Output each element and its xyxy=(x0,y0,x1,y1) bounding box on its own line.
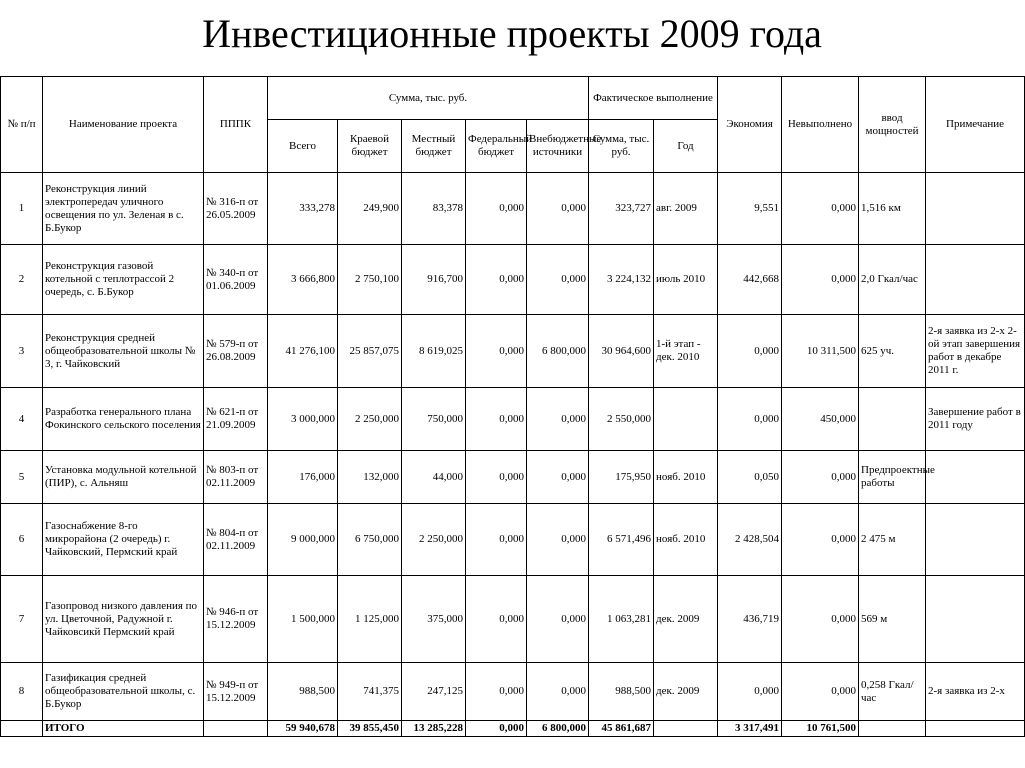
totals-label: ИТОГО xyxy=(43,721,204,737)
cell-total: 41 276,100 xyxy=(268,315,338,388)
cell-unfulfilled: 0,000 xyxy=(782,173,859,245)
cell-note xyxy=(926,576,1025,663)
cell-name: Разработка генерального плана Фокинского сельского поселения xyxy=(43,388,204,451)
cell-offbudget: 6 800,000 xyxy=(527,315,589,388)
cell-economy: 0,000 xyxy=(718,663,782,721)
projects-table xyxy=(0,76,1025,737)
cell-fact-sum: 6 571,496 xyxy=(589,504,654,576)
table-row xyxy=(1,388,1025,451)
cell-regional: 2 250,000 xyxy=(338,388,402,451)
header-local: Местный бюджет xyxy=(402,120,466,173)
cell-note: Завершение работ в 2011 году xyxy=(926,388,1025,451)
cell-year: 1-й этап - дек. 2010 xyxy=(654,315,718,388)
header-sum-group: Сумма, тыс. руб. xyxy=(268,77,589,120)
cell-unfulfilled: 10 311,500 xyxy=(782,315,859,388)
cell-economy: 0,000 xyxy=(718,315,782,388)
cell-offbudget: 0,000 xyxy=(527,245,589,315)
cell-note xyxy=(926,173,1025,245)
cell-note xyxy=(926,451,1025,504)
totals-regional: 39 855,450 xyxy=(338,721,402,737)
cell-empty xyxy=(204,721,268,737)
header-fact-group: Фактическое выполнение xyxy=(589,77,718,120)
header-economy: Экономия xyxy=(718,77,782,173)
cell-fact-sum: 1 063,281 xyxy=(589,576,654,663)
cell-offbudget: 0,000 xyxy=(527,504,589,576)
header-offbudget: Внебюджетные источники xyxy=(527,120,589,173)
totals-fact-sum: 45 861,687 xyxy=(589,721,654,737)
cell-local: 750,000 xyxy=(402,388,466,451)
cell-total: 988,500 xyxy=(268,663,338,721)
cell-capacity: 569 м xyxy=(859,576,926,663)
cell-unfulfilled: 0,000 xyxy=(782,245,859,315)
cell-federal: 0,000 xyxy=(466,663,527,721)
cell-pppk: № 946-п от 15.12.2009 xyxy=(204,576,268,663)
cell-capacity: Предпроектные работы xyxy=(859,451,926,504)
cell-regional: 132,000 xyxy=(338,451,402,504)
cell-year: июль 2010 xyxy=(654,245,718,315)
page-title: Инвестиционные проекты 2009 года xyxy=(202,11,822,56)
header-regional: Краевой бюджет xyxy=(338,120,402,173)
cell-pppk: № 803-п от 02.11.2009 xyxy=(204,451,268,504)
cell-year: нояб. 2010 xyxy=(654,504,718,576)
cell-local: 375,000 xyxy=(402,576,466,663)
cell-capacity: 2,0 Гкал/час xyxy=(859,245,926,315)
cell-offbudget: 0,000 xyxy=(527,173,589,245)
cell-pppk: № 804-п от 02.11.2009 xyxy=(204,504,268,576)
cell-federal: 0,000 xyxy=(466,245,527,315)
cell-federal: 0,000 xyxy=(466,576,527,663)
totals-unfulfilled: 10 761,500 xyxy=(782,721,859,737)
cell-note xyxy=(926,245,1025,315)
cell-fact-sum: 988,500 xyxy=(589,663,654,721)
cell-num: 2 xyxy=(1,245,43,315)
cell-economy: 0,050 xyxy=(718,451,782,504)
table-row xyxy=(1,576,1025,663)
cell-num: 3 xyxy=(1,315,43,388)
cell-total: 176,000 xyxy=(268,451,338,504)
cell-capacity: 2 475 м xyxy=(859,504,926,576)
cell-name: Установка модульной котельной (ПИР), с. Альняш xyxy=(43,451,204,504)
cell-federal: 0,000 xyxy=(466,451,527,504)
cell-total: 9 000,000 xyxy=(268,504,338,576)
cell-num: 1 xyxy=(1,173,43,245)
cell-federal: 0,000 xyxy=(466,315,527,388)
cell-local: 8 619,025 xyxy=(402,315,466,388)
cell-local: 44,000 xyxy=(402,451,466,504)
cell-fact-sum: 2 550,000 xyxy=(589,388,654,451)
cell-note xyxy=(926,504,1025,576)
cell-local: 916,700 xyxy=(402,245,466,315)
cell-economy: 2 428,504 xyxy=(718,504,782,576)
table-row xyxy=(1,663,1025,721)
cell-fact-sum: 30 964,600 xyxy=(589,315,654,388)
cell-note: 2-я заявка из 2-х xyxy=(926,663,1025,721)
header-capacity: ввод мощностей xyxy=(859,77,926,173)
cell-name: Реконструкция линий электропередач уличного освещения по ул. Зеленая в с. Б.Букор xyxy=(43,173,204,245)
cell-year xyxy=(654,388,718,451)
totals-offbudget: 6 800,000 xyxy=(527,721,589,737)
cell-economy: 436,719 xyxy=(718,576,782,663)
header-name: Наименование проекта xyxy=(43,77,204,173)
cell-pppk: № 579-п от 26.08.2009 xyxy=(204,315,268,388)
cell-name: Реконструкция средней общеобразовательной школы № 3, г. Чайковский xyxy=(43,315,204,388)
cell-note: 2-я заявка из 2-х 2-ой этап завершения работ в декабре 2011 г. xyxy=(926,315,1025,388)
header-federal: Федеральный бюджет xyxy=(466,120,527,173)
cell-num: 6 xyxy=(1,504,43,576)
totals-economy: 3 317,491 xyxy=(718,721,782,737)
table-row xyxy=(1,315,1025,388)
cell-capacity: 625 уч. xyxy=(859,315,926,388)
cell-pppk: № 621-п от 21.09.2009 xyxy=(204,388,268,451)
cell-regional: 1 125,000 xyxy=(338,576,402,663)
cell-regional: 249,900 xyxy=(338,173,402,245)
totals-row xyxy=(1,721,1025,737)
table-row xyxy=(1,245,1025,315)
cell-unfulfilled: 450,000 xyxy=(782,388,859,451)
table-row xyxy=(1,504,1025,576)
cell-federal: 0,000 xyxy=(466,173,527,245)
cell-name: Газоснабжение 8-го микрорайона (2 очередь) г. Чайковский, Пермский край xyxy=(43,504,204,576)
cell-unfulfilled: 0,000 xyxy=(782,576,859,663)
cell-offbudget: 0,000 xyxy=(527,576,589,663)
cell-unfulfilled: 0,000 xyxy=(782,451,859,504)
cell-empty xyxy=(654,721,718,737)
cell-regional: 6 750,000 xyxy=(338,504,402,576)
header-unfulfilled: Невыполнено xyxy=(782,77,859,173)
cell-empty xyxy=(1,721,43,737)
cell-total: 3 666,800 xyxy=(268,245,338,315)
cell-regional: 2 750,100 xyxy=(338,245,402,315)
cell-capacity: 0,258 Гкал/час xyxy=(859,663,926,721)
totals-local: 13 285,228 xyxy=(402,721,466,737)
cell-fact-sum: 323,727 xyxy=(589,173,654,245)
cell-num: 4 xyxy=(1,388,43,451)
cell-fact-sum: 3 224,132 xyxy=(589,245,654,315)
cell-pppk: № 316-п от 26.05.2009 xyxy=(204,173,268,245)
cell-offbudget: 0,000 xyxy=(527,388,589,451)
cell-year: авг. 2009 xyxy=(654,173,718,245)
cell-pppk: № 949-п от 15.12.2009 xyxy=(204,663,268,721)
header-total: Всего xyxy=(268,120,338,173)
cell-economy: 0,000 xyxy=(718,388,782,451)
cell-num: 7 xyxy=(1,576,43,663)
header-fact-sum: Сумма, тыс. руб. xyxy=(589,120,654,173)
cell-local: 83,378 xyxy=(402,173,466,245)
cell-empty xyxy=(926,721,1025,737)
cell-fact-sum: 175,950 xyxy=(589,451,654,504)
cell-capacity xyxy=(859,388,926,451)
cell-total: 3 000,000 xyxy=(268,388,338,451)
cell-unfulfilled: 0,000 xyxy=(782,663,859,721)
cell-year: дек. 2009 xyxy=(654,576,718,663)
cell-year: дек. 2009 xyxy=(654,663,718,721)
cell-pppk: № 340-п от 01.06.2009 xyxy=(204,245,268,315)
cell-offbudget: 0,000 xyxy=(527,451,589,504)
cell-total: 1 500,000 xyxy=(268,576,338,663)
table-row xyxy=(1,173,1025,245)
totals-federal: 0,000 xyxy=(466,721,527,737)
cell-total: 333,278 xyxy=(268,173,338,245)
cell-economy: 9,551 xyxy=(718,173,782,245)
cell-local: 247,125 xyxy=(402,663,466,721)
header-year: Год xyxy=(654,120,718,173)
cell-capacity: 1,516 км xyxy=(859,173,926,245)
cell-name: Реконструкция газовой котельной с теплотрассой 2 очередь, с. Б.Букор xyxy=(43,245,204,315)
cell-federal: 0,000 xyxy=(466,504,527,576)
cell-name: Газопровод низкого давления по ул. Цветочной, Радужной г. Чайковсикй Пермский край xyxy=(43,576,204,663)
cell-num: 5 xyxy=(1,451,43,504)
cell-local: 2 250,000 xyxy=(402,504,466,576)
table-row xyxy=(1,451,1025,504)
cell-name: Газификация средней общеобразовательной школы, с. Б.Букор xyxy=(43,663,204,721)
cell-empty xyxy=(859,721,926,737)
header-note: Примечание xyxy=(926,77,1025,173)
cell-num: 8 xyxy=(1,663,43,721)
cell-offbudget: 0,000 xyxy=(527,663,589,721)
cell-unfulfilled: 0,000 xyxy=(782,504,859,576)
cell-regional: 25 857,075 xyxy=(338,315,402,388)
cell-year: нояб. 2010 xyxy=(654,451,718,504)
cell-economy: 442,668 xyxy=(718,245,782,315)
totals-total: 59 940,678 xyxy=(268,721,338,737)
cell-regional: 741,375 xyxy=(338,663,402,721)
header-num: № п/п xyxy=(1,77,43,173)
cell-federal: 0,000 xyxy=(466,388,527,451)
header-pppk: ПППК xyxy=(204,77,268,173)
